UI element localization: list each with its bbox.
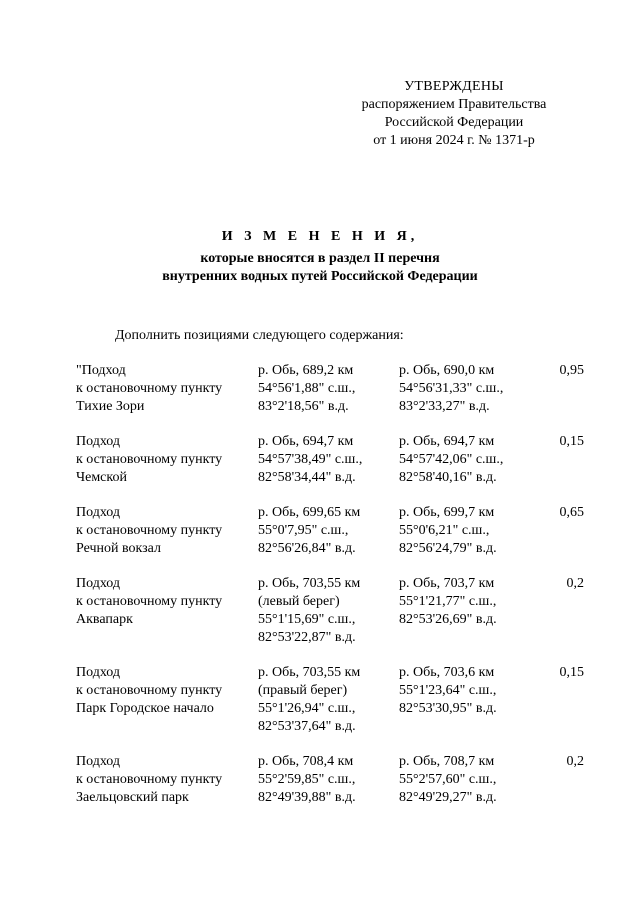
approval-line-1: распоряжением Правительства [361, 97, 547, 112]
entry-row [76, 362, 596, 416]
entry-end: р. Обь, 703,6 км 55°1'23,64" с.ш., 82°53'30,95" в.д. [399, 665, 497, 716]
entry-length: 0,15 [559, 665, 584, 680]
entry-row [76, 433, 596, 487]
intro-paragraph: Дополнить позициями следующего содержания: [115, 328, 404, 343]
entry-length: 0,65 [559, 505, 584, 520]
approval-block [330, 78, 578, 150]
entry-end: р. Обь, 708,7 км 55°2'57,60" с.ш., 82°49'29,27" в.д. [399, 754, 497, 805]
entry-end: р. Обь, 690,0 км 54°56'31,33" с.ш., 83°2'33,27" в.д. [399, 363, 504, 414]
approval-line-2: Российской Федерации [384, 115, 524, 130]
entry-length: 0,15 [559, 434, 584, 449]
entry-start: р. Обь, 703,55 км (левый берег) 55°1'15,69" с.ш., 82°53'22,87" в.д. [258, 576, 361, 645]
heading-line-2: внутренних водных путей Российской Федерации [162, 269, 478, 284]
waterway-entries [76, 362, 596, 824]
approval-line-3: от 1 июня 2024 г. № 1371-р [373, 133, 535, 148]
entry-row [76, 504, 596, 558]
entry-name: Подход к остановочному пункту Речной вокзал [76, 505, 223, 556]
entry-name: Подход к остановочному пункту Парк Городское начало [76, 665, 223, 716]
entry-start: р. Обь, 699,65 км 55°0'7,95" с.ш., 82°56'26,84" в.д. [258, 505, 361, 556]
entry-row [76, 664, 596, 736]
entry-length: 0,2 [566, 754, 584, 769]
entry-start: р. Обь, 708,4 км 55°2'59,85" с.ш., 82°49'39,88" в.д. [258, 754, 356, 805]
document-heading [0, 228, 640, 286]
entry-row [76, 575, 596, 647]
heading-title: И З М Е Н Е Н И Я, [221, 229, 419, 244]
entry-start: р. Обь, 694,7 км 54°57'38,49" с.ш., 82°58'34,44" в.д. [258, 434, 363, 485]
entry-start: р. Обь, 689,2 км 54°56'1,88" с.ш., 83°2'18,56" в.д. [258, 363, 356, 414]
entry-name: Подход к остановочному пункту Аквапарк [76, 576, 223, 627]
entry-row [76, 753, 596, 807]
heading-line-1: которые вносятся в раздел II перечня [200, 251, 440, 266]
entry-start: р. Обь, 703,55 км (правый берег) 55°1'26,94" с.ш., 82°53'37,64" в.д. [258, 665, 361, 734]
entry-name: Подход к остановочному пункту Заельцовский парк [76, 754, 223, 805]
entry-end: р. Обь, 699,7 км 55°0'6,21" с.ш., 82°56'24,79" в.д. [399, 505, 497, 556]
entry-length: 0,2 [566, 576, 584, 591]
approval-title: УТВЕРЖДЕНЫ [404, 79, 504, 94]
entry-end: р. Обь, 694,7 км 54°57'42,06" с.ш., 82°58'40,16" в.д. [399, 434, 504, 485]
entry-name: "Подход к остановочному пункту Тихие Зори [76, 363, 223, 414]
entry-length: 0,95 [559, 363, 584, 378]
entry-end: р. Обь, 703,7 км 55°1'21,77" с.ш., 82°53'26,69" в.д. [399, 576, 497, 627]
entry-name: Подход к остановочному пункту Чемской [76, 434, 223, 485]
